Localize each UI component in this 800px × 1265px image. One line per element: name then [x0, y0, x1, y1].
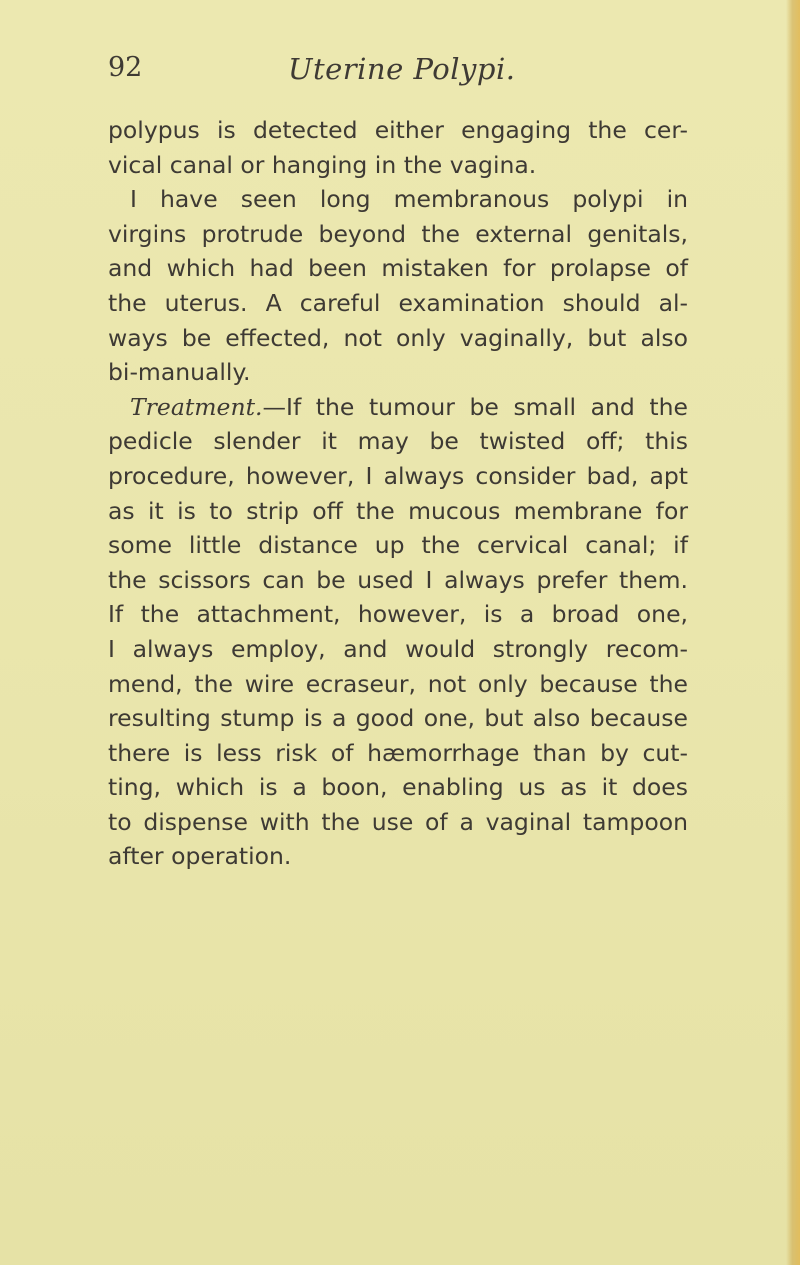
- text-line: to dispense with the use of a vaginal tampoon: [108, 807, 688, 836]
- treatment-first-line: [108, 390, 688, 425]
- text-fragment: —If the tumour be small and the: [262, 392, 688, 421]
- text-line: ways be effected, not only vaginally, but also: [108, 323, 688, 352]
- text-line: I have seen long membranous polypi in: [130, 185, 688, 214]
- text-line: procedure, however, I always consider bad, apt: [108, 461, 688, 490]
- text-line: some little distance up the cervical canal; if: [108, 531, 688, 560]
- text-line: virgins protrude beyond the external genitals,: [108, 219, 688, 248]
- text-line: there is less risk of hæmorrhage than by cut-: [108, 738, 688, 767]
- text-line: as it is to strip off the mucous membrane for: [108, 496, 688, 525]
- text-line: mend, the wire ecraseur, not only because the: [108, 669, 688, 698]
- section-heading: Treatment.: [130, 392, 263, 421]
- text-line: If the attachment, however, is a broad one,: [108, 600, 688, 629]
- text-line: bi-manually.: [108, 358, 251, 387]
- text-line: polypus is detected either engaging the cer-: [108, 116, 688, 144]
- text-line: I always employ, and would strongly recom-: [108, 634, 688, 663]
- text-line: the scissors can be used I always prefer them.: [108, 565, 688, 594]
- text-line: the uterus. A careful examination should al-: [108, 288, 688, 317]
- text-line: after operation.: [108, 842, 292, 871]
- body-text: [108, 113, 688, 874]
- text-line: and which had been mistaken for prolapse of: [108, 254, 688, 283]
- text-line: ting, which is a boon, enabling us as it does: [108, 773, 688, 802]
- page-number: 92: [108, 52, 143, 83]
- page-header: [108, 52, 688, 96]
- page-edge: [786, 0, 800, 1265]
- running-title: Uterine Polypi.: [288, 52, 516, 86]
- text-line: pedicle slender it may be twisted off; this: [108, 427, 688, 456]
- text-line: resulting stump is a good one, but also because: [108, 704, 688, 733]
- text-line: vical canal or hanging in the vagina.: [108, 150, 537, 179]
